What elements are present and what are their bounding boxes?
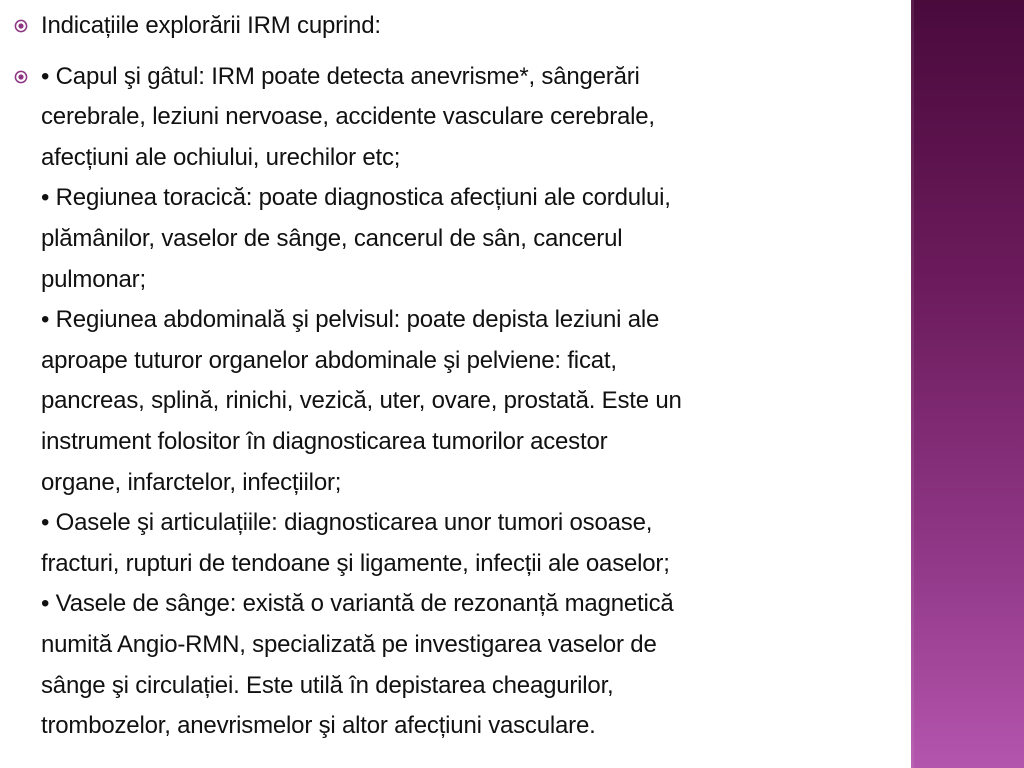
intro-text: Indicațiile explorării IRM cuprind:	[41, 12, 381, 39]
text-line: • Regiunea toracică: poate diagnostica afecțiuni ale cordului,	[41, 184, 671, 212]
circled-dot-bullet-icon	[14, 70, 28, 84]
slide-content	[14, 6, 906, 753]
text-line: aproape tuturor organelor abdominale şi pelviene: ficat,	[41, 346, 617, 374]
text-line: • Capul şi gâtul: IRM poate detecta anevrisme*, sângerări	[41, 62, 640, 90]
text-line: • Regiunea abdominală şi pelvisul: poate depista leziuni ale	[41, 306, 660, 334]
circled-dot-bullet-icon	[14, 19, 28, 33]
text-line: sânge şi circulației. Este utilă în depistarea cheagurilor,	[41, 671, 614, 699]
text-line: • Vasele de sânge: există o variantă de rezonanță magnetică	[41, 590, 674, 618]
text-line: organe, infarctelor, infecțiilor;	[41, 468, 342, 496]
bullet-item-intro	[14, 6, 906, 47]
text-line: fracturi, rupturi de tendoane şi ligamente, infecții ale oaselor;	[41, 549, 670, 577]
text-line: pulmonar;	[41, 265, 146, 293]
text-line: instrument folositor în diagnosticarea tumorilor acestor	[41, 427, 608, 455]
text-line: afecțiuni ale ochiului, urechilor etc;	[41, 143, 401, 171]
bullet-item-details	[14, 57, 906, 747]
decorative-side-band	[911, 0, 1024, 768]
text-line: cerebrale, leziuni nervoase, accidente vasculare cerebrale,	[41, 103, 655, 131]
text-line: plămânilor, vaselor de sânge, cancerul de sân, cancerul	[41, 224, 623, 252]
text-line: • Oasele şi articulațiile: diagnosticarea unor tumori osoase,	[41, 509, 653, 537]
text-line: pancreas, splină, rinichi, vezică, uter, ovare, prostată. Este un	[41, 387, 682, 415]
text-line: trombozelor, anevrismelor şi altor afecțiuni vasculare.	[41, 712, 596, 740]
text-line: numită Angio-RMN, specializată pe investigarea vaselor de	[41, 630, 657, 658]
